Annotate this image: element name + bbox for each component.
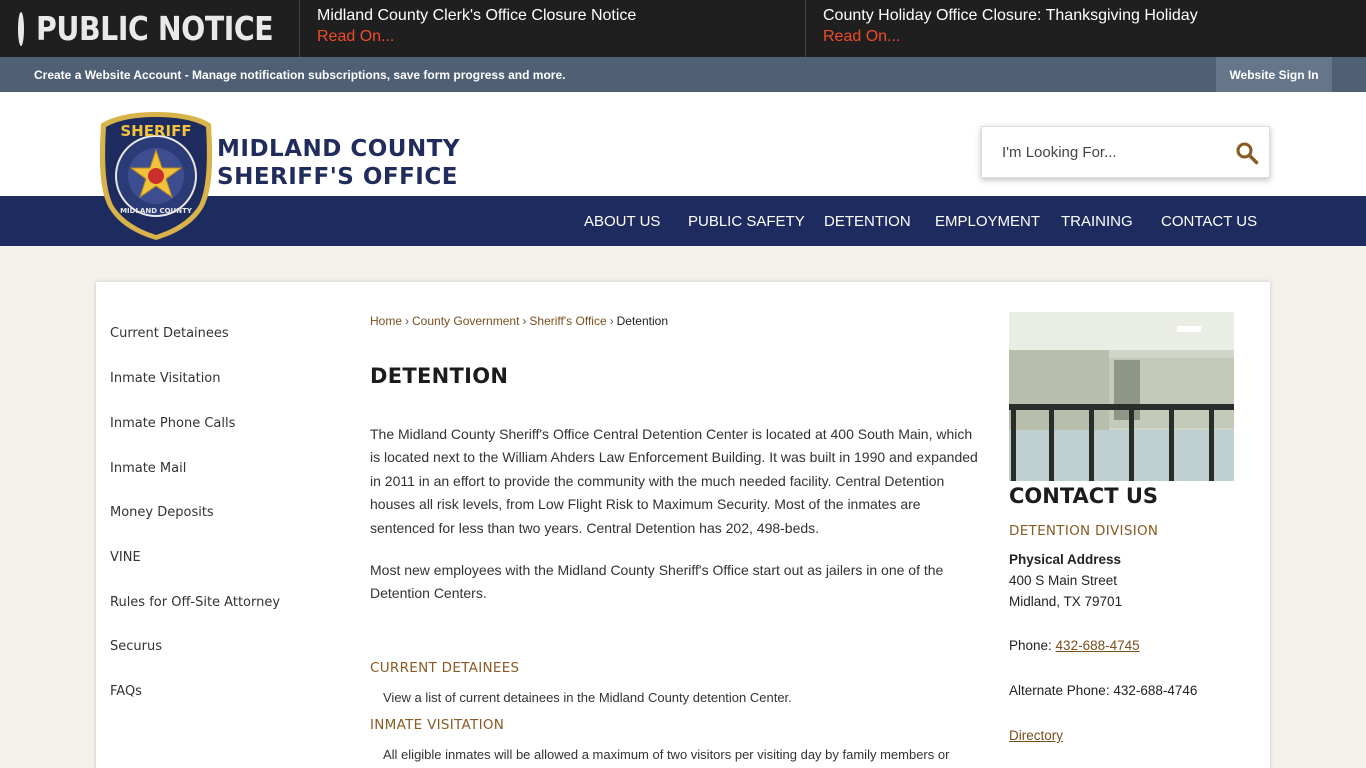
sidenav-money-deposits[interactable]: Money Deposits [110,505,214,520]
directory-row [1009,728,1063,743]
address-label [1009,552,1121,567]
account-description: - Manage notification subscriptions, save form progress and more. [181,68,566,82]
nav-about-us[interactable]: ABOUT US [584,213,661,230]
sidenav-vine[interactable]: VINE [110,550,141,565]
phone-label: Phone: [1009,638,1056,653]
notice-item-title[interactable]: County Holiday Office Closure: Thanksgiving Holiday [823,7,1198,24]
contact-division: DETENTION DIVISION [1009,523,1159,539]
sidenav-current-detainees[interactable]: Current Detainees [110,326,229,341]
notice-item-title[interactable]: Midland County Clerk's Office Closure Notice [317,7,637,24]
alert-icon [18,12,24,46]
account-bar [0,57,1366,92]
breadcrumb-sheriffs-office[interactable]: Sheriff's Office [529,314,607,328]
directory-link[interactable]: Directory [1009,728,1064,743]
address-label-text: Physical Address [1009,552,1122,567]
account-message [34,68,565,82]
content-panel [96,282,1270,768]
public-notice-title: PUBLIC NOTICE [36,9,274,48]
create-account-link[interactable]: Create a Website Account [34,68,182,82]
intro-paragraph: The Midland County Sheriff's Office Central Detention Center is located at 400 South Main, which is located next to the William Ahders Law Enforcement Building. It was built in 1990 and expanded in 2011 in an effort to provide the community with the much needed facility. Central Detention houses all risk levels, from Low Flight Risk to Maximum Security. Most of the inmates are sentenced for less than two years. Central Detention has 202, 498-beds. [370,426,978,536]
address-line-1: 400 S Main Street [1009,573,1118,588]
search-input[interactable] [1002,144,1222,161]
breadcrumb-separator: › [522,314,527,328]
site-search [981,126,1270,178]
breadcrumb-separator: › [609,314,614,328]
site-title-line2[interactable]: SHERIFF'S OFFICE [217,164,458,190]
breadcrumb-separator: › [405,314,410,328]
nav-public-safety[interactable]: PUBLIC SAFETY [688,213,805,230]
detention-facility-photo [1009,312,1234,481]
contact-heading: CONTACT US [1009,484,1159,508]
page-title: DETENTION [370,364,509,388]
nav-contact-us[interactable]: CONTACT US [1161,213,1258,230]
site-title[interactable] [217,135,460,191]
notice-item-clerk-closure[interactable] [300,0,806,57]
breadcrumb-county-government[interactable]: County Government [412,314,520,328]
sidenav-inmate-visitation[interactable]: Inmate Visitation [110,371,221,386]
site-title-line1[interactable]: MIDLAND COUNTY [217,136,461,162]
public-notice-bar [0,0,1366,57]
sidenav-faqs[interactable]: FAQs [110,684,142,699]
search-icon[interactable] [1235,141,1259,165]
breadcrumb-current: Detention [616,314,668,328]
section-heading-current-detainees[interactable]: CURRENT DETAINEES [370,660,520,676]
sidenav-inmate-mail[interactable]: Inmate Mail [110,461,187,476]
employment-paragraph: Most new employees with the Midland County Sheriff's Office start out as jailers in one of the Detention Centers. [370,562,944,602]
sidenav-rules-off-site-attorney[interactable]: Rules for Off-Site Attorney [110,595,281,610]
nav-detention[interactable]: DETENTION [824,213,911,230]
badge-county-text: MIDLAND COUNTY [120,207,192,215]
section-text-inmate-visitation: All eligible inmates will be allowed a maximum of two visitors per visiting day by family members or [383,747,950,762]
section-heading-inmate-visitation[interactable]: INMATE VISITATION [370,717,505,733]
public-notice-brand [0,0,300,57]
alt-phone-value: 432-688-4746 [1113,683,1198,698]
sheriff-badge-logo[interactable] [97,110,215,242]
badge-sheriff-text: SHERIFF [120,122,192,140]
breadcrumb [370,314,668,328]
nav-training[interactable]: TRAINING [1061,213,1133,230]
phone-link[interactable]: 432-688-4745 [1055,638,1140,653]
nav-employment[interactable]: EMPLOYMENT [935,213,1041,230]
notice-read-on-link[interactable]: Read On... [317,28,395,45]
notice-read-on-link[interactable]: Read On... [823,28,901,45]
sidenav-inmate-phone-calls[interactable]: Inmate Phone Calls [110,416,236,431]
notice-item-holiday-closure[interactable] [806,0,1312,57]
section-text-current-detainees: View a list of current detainees in the Midland County detention Center. [383,690,792,705]
website-sign-in-button[interactable]: Website Sign In [1216,57,1332,92]
breadcrumb-home[interactable]: Home [370,314,403,328]
phone-row [1009,638,1140,653]
alt-phone-label: Alternate Phone: [1009,683,1114,698]
sidenav-securus[interactable]: Securus [110,639,162,654]
address-line-2: Midland, TX 79701 [1009,594,1123,609]
alt-phone-row [1009,683,1197,698]
